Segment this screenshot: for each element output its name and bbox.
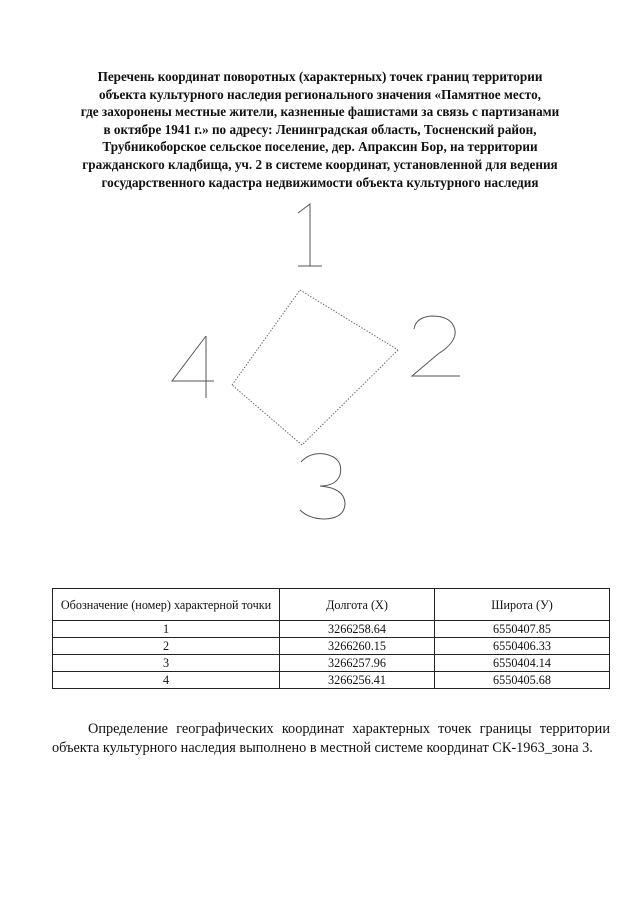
boundary-edge-3-4: [232, 385, 302, 445]
header-longitude: Долгота (X): [280, 589, 435, 621]
title-line: объекта культурного наследия регионального значения «Памятное место,: [99, 86, 541, 102]
title-line: Перечень координат поворотных (характерных) точек границ территории: [97, 69, 543, 84]
cell-latitude: 6550405.68: [435, 672, 610, 689]
point-label-1: [298, 204, 322, 266]
table-row: [53, 638, 610, 655]
coordinate-system-note: Определение географических координат характерных точек границы территории объекта культурного наследия выполнено в местной системе координат СК-1963_зона 3.: [52, 721, 610, 757]
title-line: где захоронены местные жители, казненные фашистами за связь с партизанами: [80, 104, 560, 120]
title-line: в октябре 1941 г.» по адресу: Ленинградская область, Тосненский район,: [103, 121, 537, 137]
cell-latitude: 6550407.85: [435, 621, 610, 638]
boundary-diagram: [0, 190, 640, 530]
cell-longitude: 3266260.15: [280, 638, 435, 655]
boundary-edge-2-3: [302, 350, 398, 445]
table-header-row: [53, 589, 610, 621]
title-line: Трубникоборское сельское поселение, дер. Апраксин Бор, на территории: [102, 139, 538, 155]
cell-point-number: 3: [53, 655, 280, 672]
cell-longitude: 3266257.96: [280, 655, 435, 672]
header-point-number: Обозначение (номер) характерной точки: [53, 589, 280, 621]
point-label-2: [412, 316, 460, 376]
cell-latitude: 6550406.33: [435, 638, 610, 655]
cell-point-number: 2: [53, 638, 280, 655]
cell-point-number: 4: [53, 672, 280, 689]
title-line: гражданского кладбища, уч. 2 в системе координат, установленной для ведения: [82, 156, 558, 172]
cell-longitude: 3266258.64: [280, 621, 435, 638]
coordinates-table: [52, 588, 610, 689]
cell-longitude: 3266256.41: [280, 672, 435, 689]
point-label-3: [300, 454, 345, 519]
point-label-4: [172, 336, 214, 398]
cell-latitude: 6550404.14: [435, 655, 610, 672]
title-line: государственного кадастра недвижимости объекта культурного наследия: [101, 174, 539, 190]
header-latitude: Широта (У): [435, 589, 610, 621]
table-row: [53, 621, 610, 638]
boundary-edge-1-2: [300, 290, 398, 350]
boundary-edge-4-1: [232, 290, 300, 385]
document-title: [40, 68, 600, 191]
cell-point-number: 1: [53, 621, 280, 638]
table-row: [53, 672, 610, 689]
table-row: [53, 655, 610, 672]
